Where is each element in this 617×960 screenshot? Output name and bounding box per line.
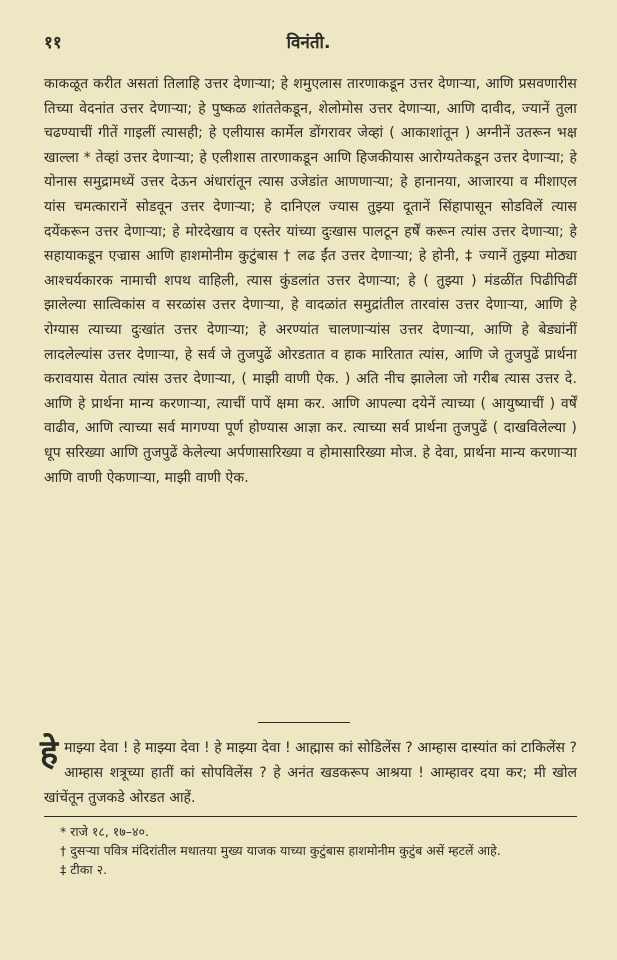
footnote-2: † दुसऱ्या पवित्र मंदिरांतील मथातया मुख्य याजक याच्या कुटुंबास हाशमोनीम कुटुंब असें म्हटलें आहे. — [60, 843, 501, 858]
footnotes — [60, 822, 560, 879]
running-title: विनंती. — [286, 33, 331, 53]
footnote-3: ‡ टीका २. — [60, 862, 108, 877]
footnote-1: * राजे १८, १७–४०. — [60, 824, 149, 839]
page-number: ११ — [44, 33, 62, 53]
page-header — [40, 30, 577, 56]
footnote-divider — [44, 816, 577, 817]
prayer-paragraph — [40, 733, 577, 811]
drop-cap: हे — [40, 733, 59, 773]
section-divider — [258, 722, 350, 723]
body-paragraph: काकळूत करीत असतां तिलाहि उत्तर देणाऱ्या; हे शमुएलास तारणाकडून उत्तर देणाऱ्या, आणि प्रसवणारीस तिच्या वेदनांत उत्तर देणाऱ्या; हे पुष्कळ शांततेकडून, शेलोमोस उत्तर देणाऱ्या, आणि दावीद, ज्यानें तुला चढण्याचीं गीतें गाइलीं त्यासही; हे एलीयास कार्मेल डोंगरावर जेव्हां ( आकाशांतून ) अग्नीनें उतरून भक्ष खाल्ला * तेव्हां उत्तर देणाऱ्या; हे एलीशास तारणाकडून आणि हिजकीयास आरोग्यतेकडून उत्तर देणाऱ्या; हे योनास समुद्रामध्यें उत्तर देऊन अंधारांतून त्यास उजेडांत आणणाऱ्या; हे हानानया, आजारया व मीशाएल यांस चमत्कारानें सोडवून उत्तर देणाऱ्या; हे दानिएल ज्यास तुझ्या दूतानें सिंहापासून सोडविलें त्यास दयेंकरून उत्तर देणाऱ्या; हे मोरदेखाय व एस्तेर यांच्या दुःखास पालटून हर्षें करून त्यांस उत्तर देणाऱ्या; हे सहायाकडून एज्रास आणि हाशमोनीम कुटुंबास † लढ ईंत उत्तर देणाऱ्या; हे होनी, ‡ ज्यानें तुझ्या मोठ्या आश्चर्यकारक नामाची शपथ वाहिली, त्यास कुंडलांत उत्तर देणाऱ्या; हे ( तुझ्या ) मंडळींत पिढीपिढीं झालेल्या सात्विकांस व सरळांस उत्तर देणाऱ्या, हे वादळांत समुद्रांतील तारवांस उत्तर देणाऱ्या, आणि हे रोग्यास त्याच्या दुःखांत उत्तर देणाऱ्या; हे अरण्यांत चालणाऱ्यांस उत्तर देणाऱ्या, आणि हे बेड्यांनीं लादलेल्यांस उत्तर देणाऱ्या, हे सर्व जे तुजपुढें ओरडतात व हाक मारितात त्यांस, आणि जे तुजपुढें प्रार्थना करावयास येतात त्यांस उत्तर देणाऱ्या, ( माझी वाणी ऐक. ) अति नीच झालेला जो गरीब त्यास उत्तर दे. आणि हे प्रार्थना मान्य करणाऱ्या, त्याचीं पापें क्षमा कर. आणि आपल्या दयेनें त्याच्या ( आयुष्याचीं ) वर्षें वाढीव, आणि त्याच्या सर्व मागण्या पूर्ण होण्यास आज्ञा कर. त्याच्या सर्व प्रार्थना तुजपुढें ( दाखविलेल्या ) धूप सरिख्या आणि तुजपुढें केलेल्या अर्पणासारिख्या व होमासारिख्या मोज. हे देवा, प्रार्थना मान्य करणाऱ्या आणि वाणी ऐकणाऱ्या, माझी वाणी ऐक. — [44, 76, 577, 486]
prayer-text: माझ्या देवा ! हे माझ्या देवा ! हे माझ्या देवा ! आह्मास कां सोडिलेंस ? आम्हास दास्यांत कां टाकिलेंस ? आम्हास शत्रूच्या हातीं कां सोपविलेंस ? हे अनंत खडकरूप आश्रया ! आम्हावर दया कर; मी खोल खांचेंतून तुजकडे ओरडत आहें. — [44, 740, 577, 806]
